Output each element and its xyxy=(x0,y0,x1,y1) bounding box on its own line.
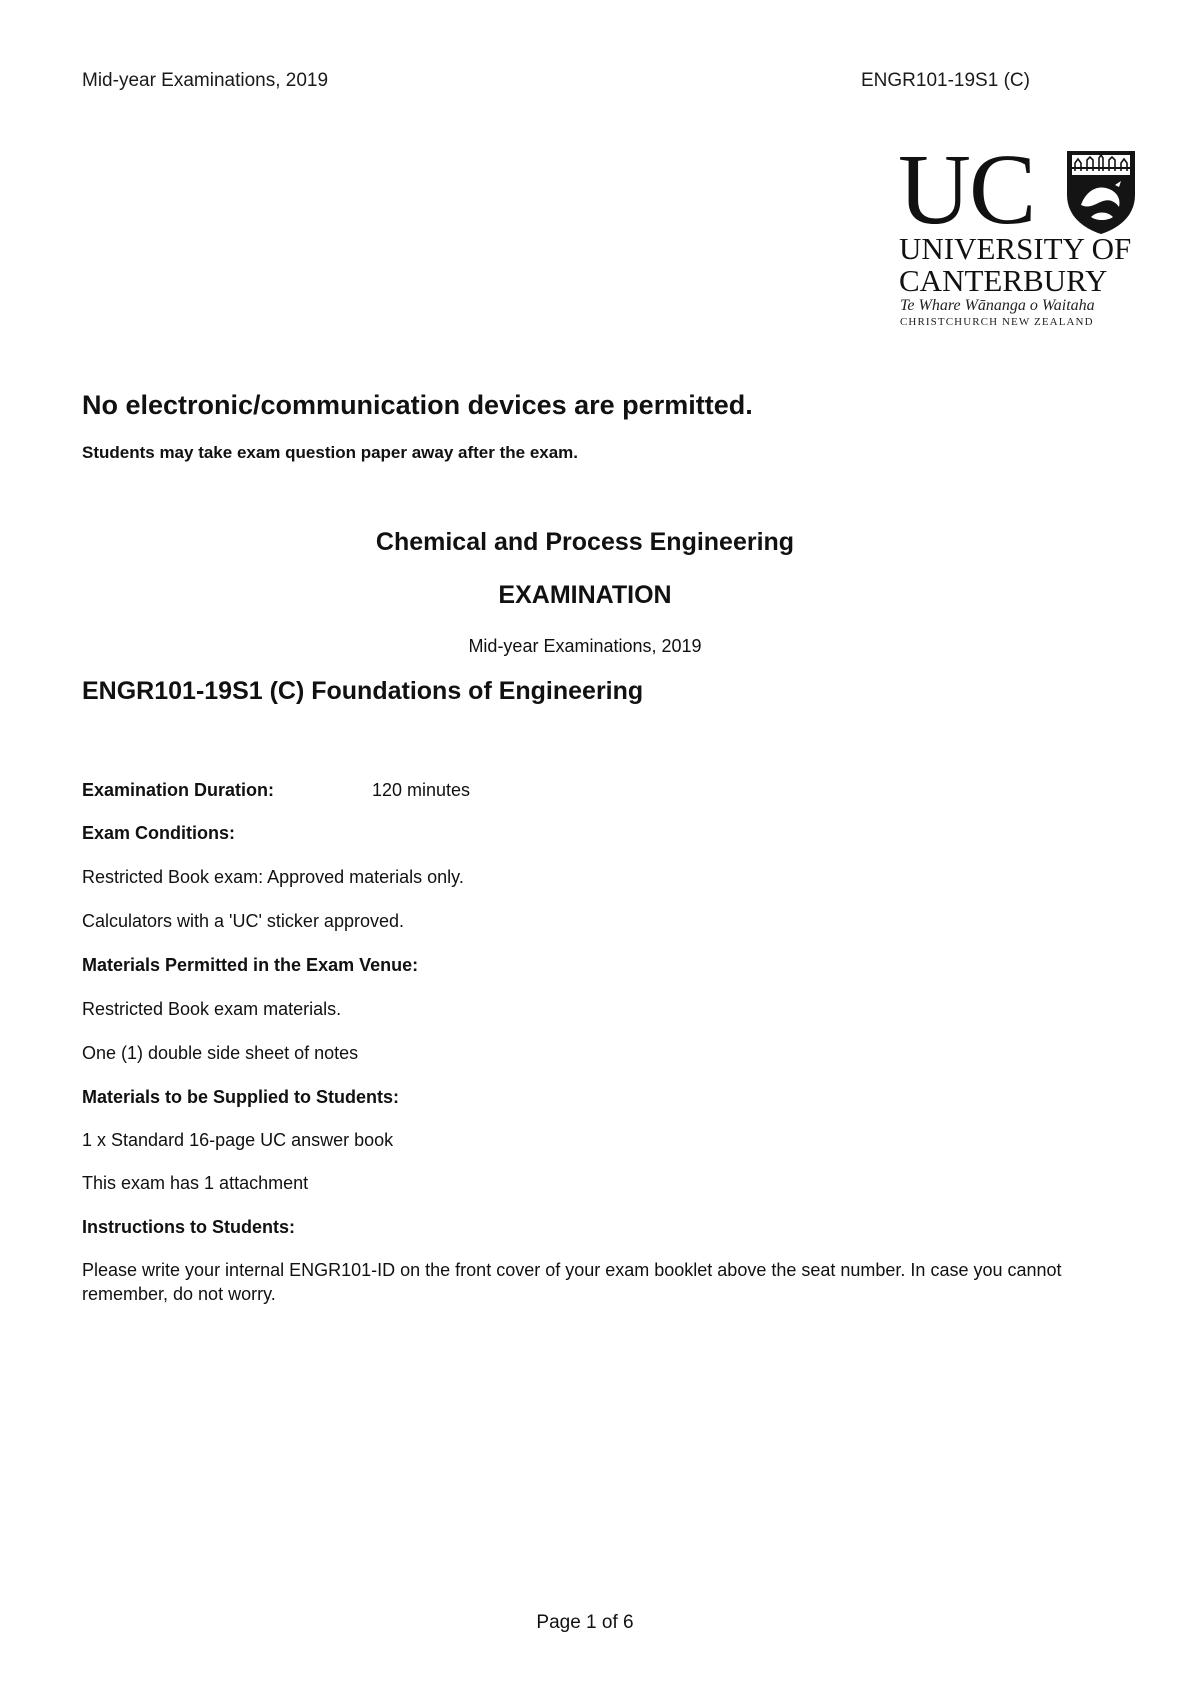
logo-line-university: UNIVERSITY OF xyxy=(899,231,1132,266)
logo-line-maori: Te Whare Wānanga o Waitaha xyxy=(900,297,1095,314)
session-subtitle: Mid-year Examinations, 2019 xyxy=(468,636,702,656)
supplied-line-2: This exam has 1 attachment xyxy=(82,1173,309,1193)
department-title: Chemical and Process Engineering xyxy=(375,528,795,556)
duration-value: 120 minutes xyxy=(372,780,471,800)
course-title: ENGR101-19S1 (C) Foundations of Engineering xyxy=(82,677,644,705)
permitted-label: Materials Permitted in the Exam Venue: xyxy=(82,955,419,975)
instructions-text: Please write your internal ENGR101-ID on the front cover of your exam booklet above the seat number. In case you cannot remember, do not worry. xyxy=(82,1260,1062,1304)
duration-label: Examination Duration: xyxy=(82,780,275,800)
supplied-line-1: 1 x Standard 16-page UC answer book xyxy=(82,1130,394,1150)
conditions-line-2: Calculators with a 'UC' sticker approved. xyxy=(82,911,404,931)
header-right: ENGR101-19S1 (C) xyxy=(861,70,1030,91)
paper-notice: Students may take exam question paper away after the exam. xyxy=(82,443,579,462)
supplied-label: Materials to be Supplied to Students: xyxy=(82,1087,400,1107)
permitted-line-2: One (1) double side sheet of notes xyxy=(82,1043,359,1063)
conditions-line-1: Restricted Book exam: Approved materials only. xyxy=(82,867,464,887)
university-logo xyxy=(898,133,1138,335)
logo-line-location: CHRISTCHURCH NEW ZEALAND xyxy=(900,316,1094,328)
examination-heading: EXAMINATION xyxy=(498,581,672,609)
instructions-label: Instructions to Students: xyxy=(82,1217,295,1237)
devices-notice: No electronic/communication devices are permitted. xyxy=(82,390,753,420)
header-left: Mid-year Examinations, 2019 xyxy=(82,70,329,91)
logo-line-canterbury: CANTERBURY xyxy=(899,263,1108,298)
permitted-line-1: Restricted Book exam materials. xyxy=(82,999,342,1019)
page-number: Page 1 of 6 xyxy=(536,1612,634,1633)
logo-initials: UC xyxy=(898,133,1035,245)
crest-icon xyxy=(1065,149,1137,235)
conditions-label: Exam Conditions: xyxy=(82,823,236,843)
